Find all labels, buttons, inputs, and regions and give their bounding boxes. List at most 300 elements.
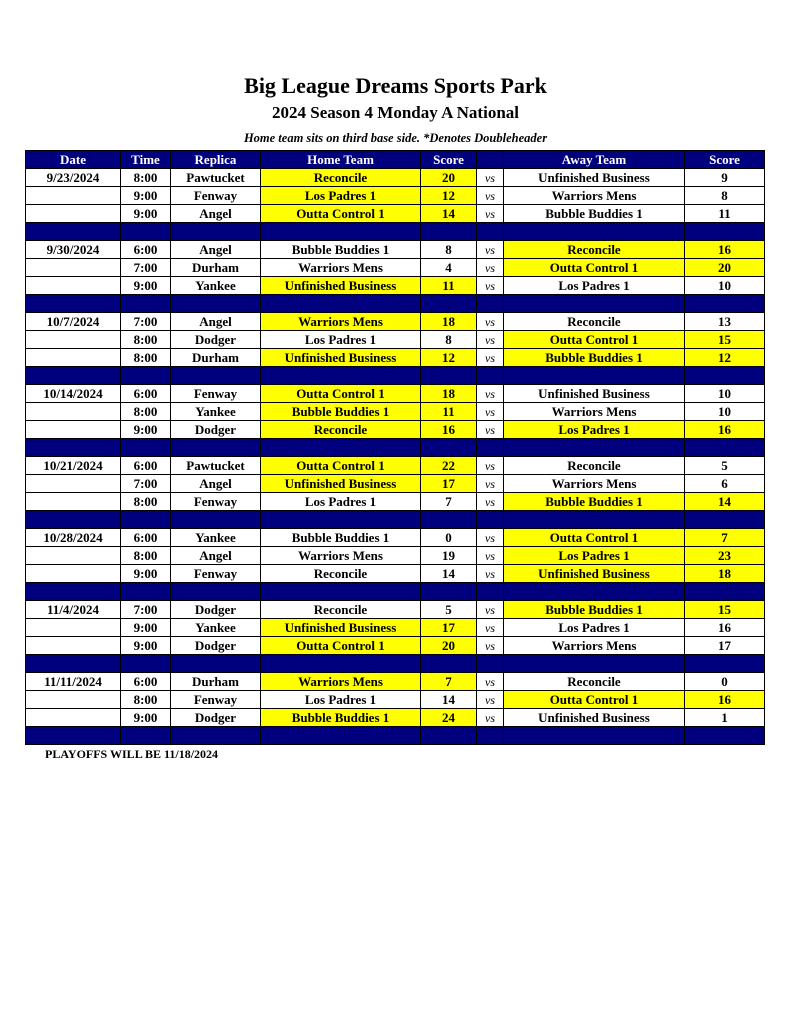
away-score: 8 [685, 187, 765, 205]
versus: vs [477, 493, 504, 511]
versus: vs [477, 169, 504, 187]
away-team: Unfinished Business [504, 565, 685, 583]
home-score: 11 [421, 403, 477, 421]
away-score: 12 [685, 349, 765, 367]
home-team: Unfinished Business [261, 349, 421, 367]
field-replica: Dodger [171, 331, 261, 349]
separator-cell [121, 367, 171, 385]
separator-cell [171, 583, 261, 601]
table-row [26, 259, 765, 277]
game-time: 9:00 [121, 187, 171, 205]
away-team: Reconcile [504, 241, 685, 259]
separator-cell [421, 439, 477, 457]
separator-cell [685, 727, 765, 745]
table-row [26, 691, 765, 709]
game-time: 6:00 [121, 673, 171, 691]
week-separator [26, 655, 765, 673]
game-date: 11/4/2024 [26, 601, 121, 619]
separator-cell [261, 223, 421, 241]
home-team: Warriors Mens [261, 673, 421, 691]
versus: vs [477, 331, 504, 349]
table-row [26, 349, 765, 367]
home-score: 20 [421, 637, 477, 655]
away-score: 17 [685, 637, 765, 655]
home-team: Warriors Mens [261, 259, 421, 277]
game-time: 9:00 [121, 565, 171, 583]
home-team: Warriors Mens [261, 547, 421, 565]
home-score: 14 [421, 691, 477, 709]
home-team: Unfinished Business [261, 475, 421, 493]
home-team: Reconcile [261, 565, 421, 583]
separator-cell [421, 511, 477, 529]
col-header-home-score: Score [421, 151, 477, 169]
away-score: 5 [685, 457, 765, 475]
game-date [26, 637, 121, 655]
home-score: 7 [421, 673, 477, 691]
game-time: 9:00 [121, 637, 171, 655]
home-team: Outta Control 1 [261, 457, 421, 475]
field-replica: Yankee [171, 529, 261, 547]
away-score: 15 [685, 331, 765, 349]
game-time: 8:00 [121, 169, 171, 187]
game-date [26, 349, 121, 367]
away-team: Los Padres 1 [504, 619, 685, 637]
table-row [26, 601, 765, 619]
away-team: Outta Control 1 [504, 691, 685, 709]
table-row [26, 277, 765, 295]
table-row [26, 241, 765, 259]
table-row [26, 457, 765, 475]
field-replica: Dodger [171, 601, 261, 619]
away-team: Outta Control 1 [504, 331, 685, 349]
away-team: Warriors Mens [504, 187, 685, 205]
separator-cell [26, 295, 121, 313]
versus: vs [477, 385, 504, 403]
away-score: 14 [685, 493, 765, 511]
separator-cell [504, 655, 685, 673]
separator-cell [477, 367, 504, 385]
away-score: 16 [685, 691, 765, 709]
home-team: Bubble Buddies 1 [261, 403, 421, 421]
table-header-row [26, 151, 765, 169]
away-score: 10 [685, 277, 765, 295]
versus: vs [477, 637, 504, 655]
separator-cell [26, 223, 121, 241]
table-row [26, 709, 765, 727]
versus: vs [477, 547, 504, 565]
away-team: Reconcile [504, 457, 685, 475]
away-team: Warriors Mens [504, 475, 685, 493]
away-score: 11 [685, 205, 765, 223]
home-score: 19 [421, 547, 477, 565]
versus: vs [477, 403, 504, 421]
separator-cell [504, 511, 685, 529]
game-date [26, 403, 121, 421]
game-time: 9:00 [121, 619, 171, 637]
table-row [26, 385, 765, 403]
schedule-body [26, 169, 765, 745]
separator-cell [26, 655, 121, 673]
col-header-replica: Replica [171, 151, 261, 169]
separator-cell [421, 583, 477, 601]
separator-cell [261, 439, 421, 457]
table-row [26, 187, 765, 205]
home-score: 5 [421, 601, 477, 619]
table-row [26, 205, 765, 223]
game-date: 9/23/2024 [26, 169, 121, 187]
home-score: 11 [421, 277, 477, 295]
separator-cell [26, 439, 121, 457]
game-date [26, 187, 121, 205]
week-separator [26, 727, 765, 745]
game-date [26, 619, 121, 637]
game-time: 9:00 [121, 709, 171, 727]
field-replica: Durham [171, 673, 261, 691]
separator-cell [26, 583, 121, 601]
away-team: Reconcile [504, 673, 685, 691]
home-score: 0 [421, 529, 477, 547]
table-row [26, 421, 765, 439]
home-team: Bubble Buddies 1 [261, 529, 421, 547]
game-date [26, 421, 121, 439]
away-team: Bubble Buddies 1 [504, 493, 685, 511]
home-team-note: Home team sits on third base side. *Denotes Doubleheader [243, 131, 548, 145]
away-team: Outta Control 1 [504, 259, 685, 277]
home-score: 14 [421, 205, 477, 223]
week-separator [26, 367, 765, 385]
home-score: 18 [421, 385, 477, 403]
separator-cell [121, 511, 171, 529]
away-team: Bubble Buddies 1 [504, 349, 685, 367]
home-team: Reconcile [261, 169, 421, 187]
away-team: Los Padres 1 [504, 421, 685, 439]
separator-cell [477, 295, 504, 313]
field-replica: Fenway [171, 385, 261, 403]
away-score: 16 [685, 241, 765, 259]
field-replica: Durham [171, 349, 261, 367]
separator-cell [504, 223, 685, 241]
versus: vs [477, 709, 504, 727]
home-score: 12 [421, 349, 477, 367]
versus: vs [477, 349, 504, 367]
separator-cell [261, 511, 421, 529]
col-header-date: Date [26, 151, 121, 169]
home-team: Warriors Mens [261, 313, 421, 331]
separator-cell [504, 727, 685, 745]
away-score: 13 [685, 313, 765, 331]
home-score: 22 [421, 457, 477, 475]
game-date: 10/14/2024 [26, 385, 121, 403]
field-replica: Angel [171, 547, 261, 565]
separator-cell [121, 223, 171, 241]
versus: vs [477, 421, 504, 439]
table-row [26, 169, 765, 187]
field-replica: Fenway [171, 565, 261, 583]
away-score: 9 [685, 169, 765, 187]
field-replica: Fenway [171, 493, 261, 511]
home-score: 14 [421, 565, 477, 583]
away-score: 1 [685, 709, 765, 727]
field-replica: Fenway [171, 691, 261, 709]
page-title: Big League Dreams Sports Park [244, 73, 547, 98]
separator-cell [121, 439, 171, 457]
separator-cell [477, 727, 504, 745]
table-row [26, 565, 765, 583]
separator-cell [685, 439, 765, 457]
separator-cell [504, 295, 685, 313]
separator-cell [171, 439, 261, 457]
away-team: Warriors Mens [504, 403, 685, 421]
game-time: 7:00 [121, 259, 171, 277]
season-subtitle: 2024 Season 4 Monday A National [271, 103, 519, 122]
separator-cell [171, 295, 261, 313]
table-row [26, 313, 765, 331]
separator-cell [121, 295, 171, 313]
table-row [26, 619, 765, 637]
field-replica: Yankee [171, 619, 261, 637]
home-team: Bubble Buddies 1 [261, 241, 421, 259]
away-team: Los Padres 1 [504, 277, 685, 295]
week-separator [26, 583, 765, 601]
away-team: Bubble Buddies 1 [504, 205, 685, 223]
separator-cell [685, 295, 765, 313]
away-score: 23 [685, 547, 765, 565]
separator-cell [504, 367, 685, 385]
game-time: 8:00 [121, 349, 171, 367]
field-replica: Pawtucket [171, 457, 261, 475]
col-header-away-score: Score [685, 151, 765, 169]
versus: vs [477, 529, 504, 547]
field-replica: Dodger [171, 421, 261, 439]
table-row [26, 475, 765, 493]
game-date [26, 493, 121, 511]
separator-cell [504, 583, 685, 601]
home-team: Unfinished Business [261, 619, 421, 637]
separator-cell [477, 511, 504, 529]
separator-cell [171, 727, 261, 745]
away-score: 6 [685, 475, 765, 493]
separator-cell [421, 223, 477, 241]
separator-cell [421, 655, 477, 673]
game-date [26, 331, 121, 349]
col-header-time: Time [121, 151, 171, 169]
field-replica: Durham [171, 259, 261, 277]
separator-cell [261, 727, 421, 745]
away-team: Los Padres 1 [504, 547, 685, 565]
separator-cell [477, 655, 504, 673]
game-time: 6:00 [121, 457, 171, 475]
separator-cell [171, 223, 261, 241]
separator-cell [26, 511, 121, 529]
versus: vs [477, 691, 504, 709]
separator-cell [121, 727, 171, 745]
separator-cell [121, 583, 171, 601]
home-team: Unfinished Business [261, 277, 421, 295]
game-time: 7:00 [121, 313, 171, 331]
field-replica: Angel [171, 475, 261, 493]
versus: vs [477, 205, 504, 223]
away-team: Warriors Mens [504, 637, 685, 655]
versus: vs [477, 619, 504, 637]
away-score: 10 [685, 385, 765, 403]
versus: vs [477, 241, 504, 259]
versus: vs [477, 673, 504, 691]
game-time: 7:00 [121, 475, 171, 493]
game-date: 10/7/2024 [26, 313, 121, 331]
table-row [26, 529, 765, 547]
table-row [26, 673, 765, 691]
playoffs-note: PLAYOFFS WILL BE 11/18/2024 [45, 747, 219, 761]
week-separator [26, 295, 765, 313]
field-replica: Dodger [171, 637, 261, 655]
away-score: 20 [685, 259, 765, 277]
col-header-home-team: Home Team [261, 151, 421, 169]
field-replica: Angel [171, 241, 261, 259]
game-time: 8:00 [121, 331, 171, 349]
away-score: 16 [685, 421, 765, 439]
field-replica: Angel [171, 313, 261, 331]
col-header-away-team: Away Team [504, 151, 685, 169]
away-team: Reconcile [504, 313, 685, 331]
schedule-table [25, 150, 765, 745]
week-separator [26, 511, 765, 529]
game-date [26, 277, 121, 295]
away-team: Unfinished Business [504, 385, 685, 403]
separator-cell [261, 367, 421, 385]
away-team: Unfinished Business [504, 709, 685, 727]
home-score: 18 [421, 313, 477, 331]
separator-cell [504, 439, 685, 457]
versus: vs [477, 475, 504, 493]
game-date [26, 565, 121, 583]
home-score: 17 [421, 619, 477, 637]
game-date: 10/21/2024 [26, 457, 121, 475]
field-replica: Fenway [171, 187, 261, 205]
away-score: 10 [685, 403, 765, 421]
separator-cell [171, 655, 261, 673]
versus: vs [477, 259, 504, 277]
game-time: 9:00 [121, 277, 171, 295]
game-date [26, 709, 121, 727]
game-time: 9:00 [121, 421, 171, 439]
game-date: 9/30/2024 [26, 241, 121, 259]
home-team: Outta Control 1 [261, 385, 421, 403]
away-score: 0 [685, 673, 765, 691]
separator-cell [477, 583, 504, 601]
table-row [26, 493, 765, 511]
home-score: 8 [421, 331, 477, 349]
versus: vs [477, 277, 504, 295]
table-row [26, 547, 765, 565]
home-team: Bubble Buddies 1 [261, 709, 421, 727]
versus: vs [477, 601, 504, 619]
home-team: Los Padres 1 [261, 331, 421, 349]
separator-cell [421, 295, 477, 313]
home-team: Reconcile [261, 421, 421, 439]
home-team: Los Padres 1 [261, 187, 421, 205]
separator-cell [261, 655, 421, 673]
game-time: 8:00 [121, 547, 171, 565]
week-separator [26, 439, 765, 457]
separator-cell [421, 727, 477, 745]
game-time: 6:00 [121, 241, 171, 259]
game-time: 6:00 [121, 385, 171, 403]
home-team: Los Padres 1 [261, 493, 421, 511]
game-date [26, 547, 121, 565]
separator-cell [261, 583, 421, 601]
table-row [26, 403, 765, 421]
game-date [26, 259, 121, 277]
game-date: 11/11/2024 [26, 673, 121, 691]
game-time: 8:00 [121, 691, 171, 709]
separator-cell [121, 655, 171, 673]
separator-cell [685, 223, 765, 241]
away-score: 18 [685, 565, 765, 583]
away-score: 16 [685, 619, 765, 637]
field-replica: Yankee [171, 403, 261, 421]
field-replica: Dodger [171, 709, 261, 727]
separator-cell [26, 367, 121, 385]
home-score: 8 [421, 241, 477, 259]
game-date: 10/28/2024 [26, 529, 121, 547]
home-score: 4 [421, 259, 477, 277]
separator-cell [171, 511, 261, 529]
game-date [26, 205, 121, 223]
separator-cell [26, 727, 121, 745]
versus: vs [477, 187, 504, 205]
game-time: 8:00 [121, 403, 171, 421]
versus: vs [477, 457, 504, 475]
away-score: 7 [685, 529, 765, 547]
away-score: 15 [685, 601, 765, 619]
home-team: Los Padres 1 [261, 691, 421, 709]
col-header-vs [477, 151, 504, 169]
separator-cell [171, 367, 261, 385]
game-time: 8:00 [121, 493, 171, 511]
away-team: Bubble Buddies 1 [504, 601, 685, 619]
home-team: Reconcile [261, 601, 421, 619]
field-replica: Pawtucket [171, 169, 261, 187]
separator-cell [685, 367, 765, 385]
separator-cell [685, 655, 765, 673]
field-replica: Angel [171, 205, 261, 223]
home-team: Outta Control 1 [261, 205, 421, 223]
game-time: 7:00 [121, 601, 171, 619]
game-date [26, 691, 121, 709]
separator-cell [477, 223, 504, 241]
separator-cell [421, 367, 477, 385]
away-team: Outta Control 1 [504, 529, 685, 547]
home-score: 24 [421, 709, 477, 727]
versus: vs [477, 313, 504, 331]
week-separator [26, 223, 765, 241]
field-replica: Yankee [171, 277, 261, 295]
away-team: Unfinished Business [504, 169, 685, 187]
home-score: 17 [421, 475, 477, 493]
separator-cell [685, 511, 765, 529]
home-team: Outta Control 1 [261, 637, 421, 655]
home-score: 16 [421, 421, 477, 439]
table-row [26, 331, 765, 349]
separator-cell [477, 439, 504, 457]
game-time: 6:00 [121, 529, 171, 547]
versus: vs [477, 565, 504, 583]
table-row [26, 637, 765, 655]
separator-cell [261, 295, 421, 313]
home-score: 12 [421, 187, 477, 205]
separator-cell [685, 583, 765, 601]
game-date [26, 475, 121, 493]
